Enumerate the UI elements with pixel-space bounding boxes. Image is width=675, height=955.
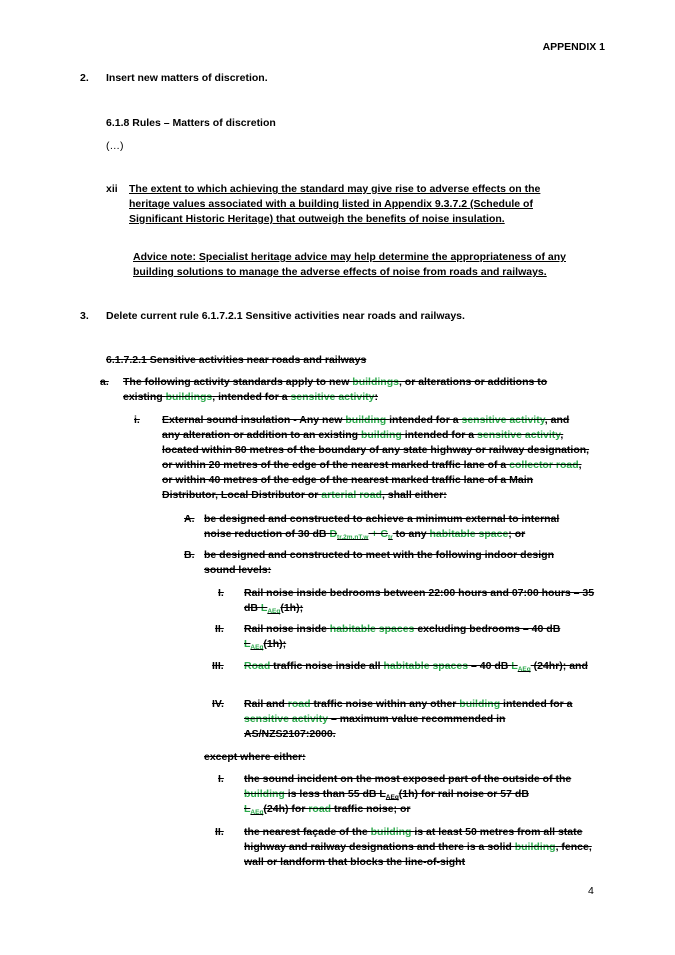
- defined-term: collector road: [509, 458, 579, 471]
- defined-term: sensitive activity: [477, 428, 561, 441]
- ellipsis-marker: (…): [106, 140, 124, 152]
- section-3-number: 3.: [80, 310, 89, 322]
- except-item-label: I.: [218, 773, 224, 785]
- sub-item-text: Rail and road traffic noise within any other building intended for a sensitive activity – maximum value recommended in AS/NZS2107:2000.: [244, 698, 573, 740]
- clause-a-text: The following activity standards apply to new buildings, or alterations or additions to existing buildings, intended for a sensitive activity:: [123, 376, 548, 403]
- clause-a-label: a.: [100, 376, 109, 388]
- sub-item-label: II.: [215, 623, 224, 635]
- section-2-number: 2.: [80, 72, 89, 84]
- defined-term: arterial road: [321, 488, 382, 501]
- defined-term: buildings: [165, 390, 213, 403]
- item-xii-text: The extent to which achieving the standard may give rise to adverse effects on the heritage values associated with a building listed in Appendix 9.3.7.2 (Schedule of Significant Historic Heritage) that outweigh the benefits of noise insulation.: [129, 183, 541, 225]
- sub-item-label: IV.: [212, 698, 224, 710]
- defined-term: building: [360, 428, 405, 441]
- except-clause: except where either:: [204, 751, 306, 763]
- advice-note: Advice note: Specialist heritage advice may help determine the appropriateness of any building solutions to manage the adverse effects of noise from roads and railways.: [133, 251, 566, 278]
- section-2-title: Insert new matters of discretion.: [106, 72, 268, 84]
- sub-item-text: Road traffic noise inside all habitable spaces – 40 dB $L_{AEq}$ (24hr); and: [244, 660, 588, 673]
- sub-item-text: Rail noise inside bedrooms between 22:00 hours and 07:00 hours – 35 dB $L_{AEq}(1h)$;: [244, 587, 595, 615]
- clause-B-text: be designed and constructed to meet with the following indoor design sound levels:: [204, 549, 555, 576]
- subsection-title: 6.1.8 Rules – Matters of discretion: [106, 117, 276, 129]
- clause-A-label: A.: [184, 513, 195, 525]
- sub-item-label: I.: [218, 587, 224, 599]
- rule-title-deleted: 6.1.7.2.1 Sensitive activities near roads and railways: [106, 354, 367, 366]
- item-xii-number: xii: [106, 183, 118, 195]
- section-3-title: Delete current rule 6.1.7.2.1 Sensitive activities near roads and railways.: [106, 310, 465, 322]
- defined-term: habitable space: [429, 527, 509, 540]
- except-item-text: the nearest façade of the building is at least 50 metres from all state highway and railway designations and there is a solid building, fence, wall or landform that blocks the line-of-sight: [244, 826, 592, 868]
- appendix-label: APPENDIX 1: [542, 41, 605, 53]
- page-number: 4: [588, 885, 594, 897]
- except-item-label: II.: [215, 826, 224, 838]
- sub-item-text: Rail noise inside habitable spaces excluding bedrooms – 40 dB $L_{AEq}(1h)$;: [244, 623, 561, 651]
- clause-i-label: i.: [134, 414, 140, 426]
- defined-term: buildings: [352, 376, 399, 388]
- except-item-text: the sound incident on the most exposed part of the outside of the building is less than 55 dB $L_{AEq}(1h)$ for rail noise or 57 dB $L_{AEq}(24h)$ for road traffic noise; or: [244, 773, 572, 817]
- defined-term: sensitive activity: [461, 414, 545, 426]
- clause-B-label: B.: [184, 549, 195, 561]
- defined-term: building: [345, 414, 390, 426]
- sub-item-label: III.: [212, 660, 224, 672]
- defined-term: sensitive activity: [290, 390, 375, 403]
- clause-A-text: be designed and constructed to achieve a minimum external to internal noise reduction of 30 dB $D_{tr,2m,nT,w} + C_{tr}$ to any habitable space; or: [204, 513, 560, 541]
- clause-i-text: External sound insulation - Any new building intended for a sensitive activity, and any alteration or addition to an existing building intended for a sensitive activity, located within 80 metres of the boundary of any state highway or railway designation, or within 20 metres of the edge of the nearest marked traffic lane of a collector road, or within 40 metres of the edge of the nearest marked traffic lane of a Main Distributor, Local Distributor or arterial road, shall either:: [162, 414, 590, 501]
